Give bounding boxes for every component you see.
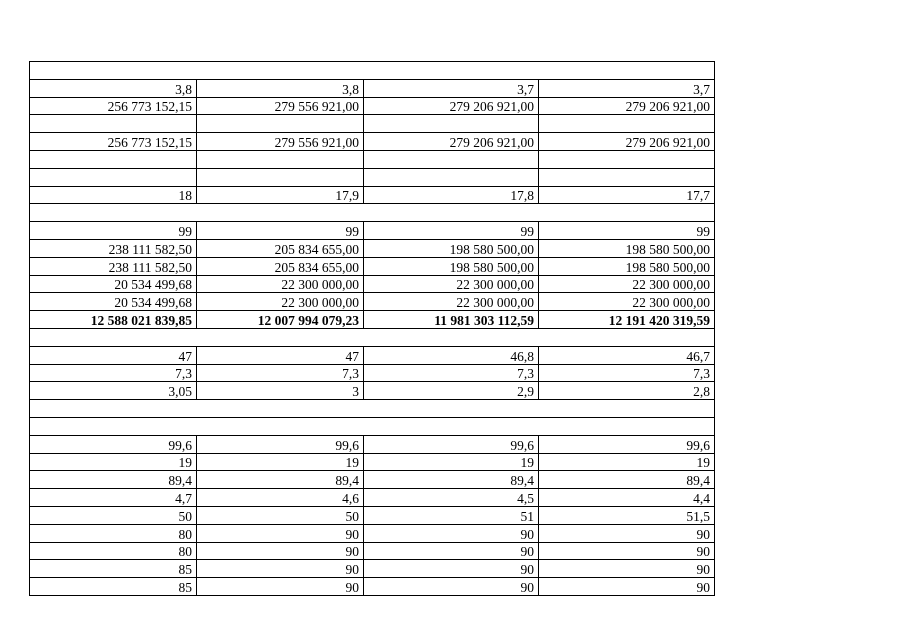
table-cell: 89,4: [197, 471, 364, 489]
table-cell: 90: [364, 542, 539, 560]
table-cell: 11 981 303 112,59: [364, 311, 539, 329]
table-cell: 279 206 921,00: [539, 97, 715, 115]
table-cell: 7,3: [364, 364, 539, 382]
table-row: [30, 257, 715, 275]
table-cell: 99,6: [30, 435, 197, 453]
table-cell: 85: [30, 560, 197, 578]
table-cell: 90: [364, 560, 539, 578]
table-cell: 51,5: [539, 506, 715, 524]
table-cell: 198 580 500,00: [364, 239, 539, 257]
table-cell: 205 834 655,00: [197, 257, 364, 275]
table-cell: 22 300 000,00: [197, 293, 364, 311]
table-cell: [539, 168, 715, 186]
data-table: [29, 61, 715, 596]
table-row: [30, 97, 715, 115]
table-cell: 3,8: [197, 79, 364, 97]
table-cell: [539, 150, 715, 168]
table-cell: 90: [364, 524, 539, 542]
table-row: [30, 168, 715, 186]
table-row: [30, 239, 715, 257]
section-cell: [30, 328, 715, 346]
table-cell: 238 111 582,50: [30, 239, 197, 257]
table-cell: 2,8: [539, 382, 715, 400]
table-row: [30, 560, 715, 578]
table-cell: 12 588 021 839,85: [30, 311, 197, 329]
table-cell: 22 300 000,00: [539, 275, 715, 293]
table-cell: 3: [197, 382, 364, 400]
table-cell: 198 580 500,00: [539, 239, 715, 257]
table-cell: 99,6: [364, 435, 539, 453]
table-cell: 198 580 500,00: [364, 257, 539, 275]
table-cell: 7,3: [539, 364, 715, 382]
table-row: [30, 542, 715, 560]
table-row: [30, 275, 715, 293]
table-row: [30, 293, 715, 311]
table-cell: 4,5: [364, 489, 539, 507]
table-cell: [539, 115, 715, 133]
table-cell: 3,8: [30, 79, 197, 97]
section-cell: [30, 62, 715, 80]
table-cell: 279 556 921,00: [197, 97, 364, 115]
table-row: [30, 311, 715, 329]
table-cell: 46,8: [364, 346, 539, 364]
table-cell: 4,6: [197, 489, 364, 507]
table-row: [30, 133, 715, 151]
section-row: [30, 328, 715, 346]
table-cell: [364, 115, 539, 133]
table-cell: 47: [30, 346, 197, 364]
table-cell: 19: [364, 453, 539, 471]
table-row: [30, 435, 715, 453]
table-cell: 279 206 921,00: [539, 133, 715, 151]
table-cell: 99: [197, 222, 364, 240]
table-cell: 22 300 000,00: [539, 293, 715, 311]
table-cell: 2,9: [364, 382, 539, 400]
table-cell: [364, 168, 539, 186]
table-cell: 19: [30, 453, 197, 471]
section-row: [30, 417, 715, 435]
table-cell: 4,7: [30, 489, 197, 507]
table-cell: [197, 115, 364, 133]
table-cell: 90: [364, 578, 539, 596]
table-cell: [30, 168, 197, 186]
table-cell: 279 206 921,00: [364, 97, 539, 115]
table-cell: [197, 168, 364, 186]
table-row: [30, 489, 715, 507]
table-cell: 17,7: [539, 186, 715, 204]
table-cell: 51: [364, 506, 539, 524]
table-cell: 256 773 152,15: [30, 97, 197, 115]
table-cell: 99: [30, 222, 197, 240]
table-cell: 90: [197, 560, 364, 578]
table-cell: 17,9: [197, 186, 364, 204]
table-cell: 90: [539, 524, 715, 542]
table-row: [30, 150, 715, 168]
table-cell: 50: [197, 506, 364, 524]
table-row: [30, 115, 715, 133]
section-cell: [30, 204, 715, 222]
table-cell: 90: [197, 542, 364, 560]
table-cell: 90: [197, 578, 364, 596]
table-cell: 18: [30, 186, 197, 204]
table-cell: 50: [30, 506, 197, 524]
table-row: [30, 186, 715, 204]
table-row: [30, 79, 715, 97]
table-cell: 99,6: [539, 435, 715, 453]
table-cell: 19: [539, 453, 715, 471]
table-cell: 4,4: [539, 489, 715, 507]
table-body: [30, 62, 715, 596]
table-cell: 89,4: [539, 471, 715, 489]
table-cell: 85: [30, 578, 197, 596]
table-cell: 256 773 152,15: [30, 133, 197, 151]
table-cell: 20 534 499,68: [30, 293, 197, 311]
table-cell: 89,4: [30, 471, 197, 489]
section-cell: [30, 417, 715, 435]
table-cell: [364, 150, 539, 168]
table-cell: 238 111 582,50: [30, 257, 197, 275]
table-cell: 12 007 994 079,23: [197, 311, 364, 329]
table-cell: 22 300 000,00: [364, 293, 539, 311]
table-cell: 205 834 655,00: [197, 239, 364, 257]
table-cell: 46,7: [539, 346, 715, 364]
table-row: [30, 346, 715, 364]
table-row: [30, 453, 715, 471]
table-cell: 12 191 420 319,59: [539, 311, 715, 329]
table-cell: [30, 150, 197, 168]
table-cell: 80: [30, 542, 197, 560]
table-row: [30, 471, 715, 489]
table-cell: 90: [197, 524, 364, 542]
table-row: [30, 364, 715, 382]
table-cell: 99,6: [197, 435, 364, 453]
table-cell: 80: [30, 524, 197, 542]
table-cell: 22 300 000,00: [364, 275, 539, 293]
table-cell: 3,7: [364, 79, 539, 97]
table-cell: 22 300 000,00: [197, 275, 364, 293]
table-cell: 7,3: [197, 364, 364, 382]
table-row: [30, 382, 715, 400]
table-cell: 47: [197, 346, 364, 364]
table-cell: 90: [539, 560, 715, 578]
table-cell: 99: [364, 222, 539, 240]
table-cell: [30, 115, 197, 133]
table-cell: 7,3: [30, 364, 197, 382]
section-row: [30, 400, 715, 418]
table-cell: 90: [539, 542, 715, 560]
table-row: [30, 506, 715, 524]
table-cell: [197, 150, 364, 168]
table-cell: 198 580 500,00: [539, 257, 715, 275]
table-row: [30, 524, 715, 542]
table-row: [30, 222, 715, 240]
table-cell: 3,7: [539, 79, 715, 97]
section-cell: [30, 400, 715, 418]
table-cell: 17,8: [364, 186, 539, 204]
table-cell: 19: [197, 453, 364, 471]
table-cell: 279 206 921,00: [364, 133, 539, 151]
table-cell: 20 534 499,68: [30, 275, 197, 293]
section-row: [30, 204, 715, 222]
table-cell: 89,4: [364, 471, 539, 489]
table-cell: 3,05: [30, 382, 197, 400]
table-cell: 99: [539, 222, 715, 240]
table-row: [30, 578, 715, 596]
section-row: [30, 62, 715, 80]
table-cell: 90: [539, 578, 715, 596]
table-cell: 279 556 921,00: [197, 133, 364, 151]
